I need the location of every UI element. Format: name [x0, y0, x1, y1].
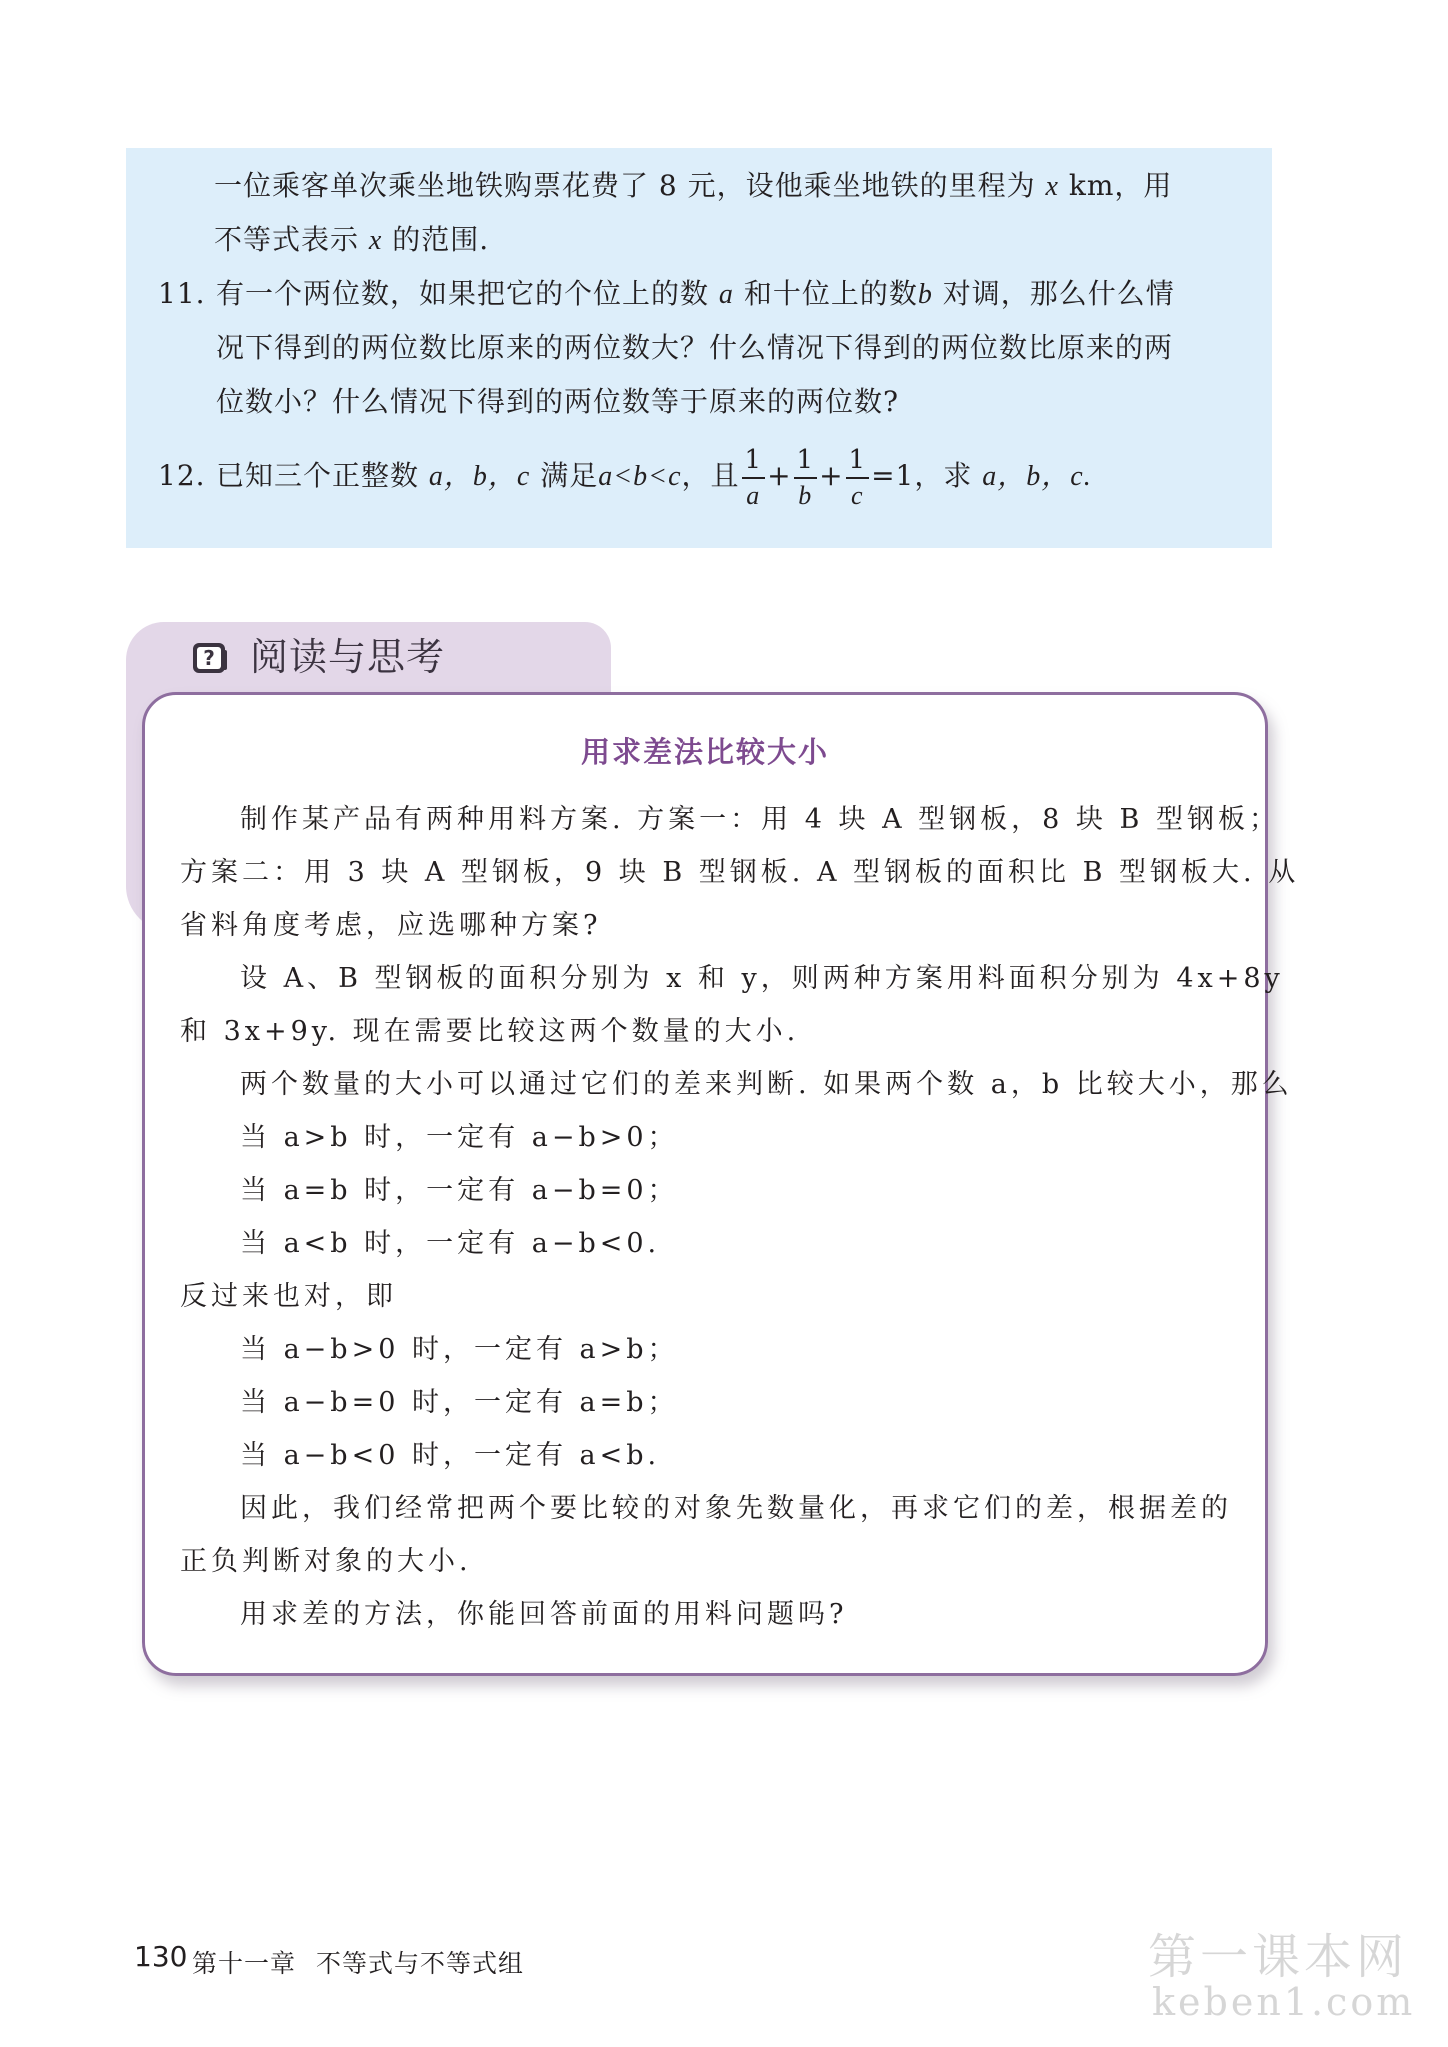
exercise-12	[158, 446, 1092, 509]
text: 有一个两位数，如果把它的个位上的数	[216, 277, 710, 310]
paragraph-2-line-1: 设 A、B 型钢板的面积分别为 x 和 y，则两种方案用料面积分别为 4x+8y	[240, 963, 1284, 994]
numerator: 1	[742, 447, 766, 479]
watermark-cn: 第一课本网	[1148, 1929, 1409, 1985]
paragraph-1-line-3: 省料角度考虑，应选哪种方案?	[180, 910, 602, 941]
text: 对调，那么什么情	[942, 277, 1175, 310]
text: 的范围.	[392, 223, 490, 256]
text: 满足	[540, 459, 599, 492]
page-number: 130	[134, 1940, 188, 1973]
inequality: a<b<c	[598, 461, 682, 492]
fraction-1-over-c	[846, 444, 870, 510]
exercise-10-line-2	[214, 220, 489, 261]
svg-text:?: ?	[203, 646, 215, 670]
text: km，用	[1068, 169, 1173, 202]
text: =1，求	[871, 459, 973, 492]
denominator: a	[746, 480, 761, 510]
text: 不等式表示	[214, 223, 360, 256]
paragraph-2-line-2: 和 3x+9y. 现在需要比较这两个数量的大小.	[180, 1016, 800, 1047]
watermark-url: keben1.com	[1152, 1980, 1416, 2024]
case-4: 当 a−b>0 时，一定有 a>b；	[240, 1334, 679, 1365]
denominator: c	[851, 480, 864, 510]
chapter-subject: 不等式与不等式组	[316, 1949, 525, 1978]
variable: x	[1045, 171, 1059, 202]
variables: a，b，c.	[982, 461, 1092, 492]
paragraph-1-line-1: 制作某产品有两种用料方案. 方案一：用 4 块 A 型钢板，8 块 B 型钢板；	[240, 804, 1280, 835]
text: 已知三个正整数	[216, 459, 420, 492]
variable: x	[368, 225, 383, 256]
paragraph-4-line-1: 因此，我们经常把两个要比较的对象先数量化，再求它们的差，根据差的	[240, 1493, 1232, 1524]
section-title: 阅读与思考	[250, 635, 446, 679]
variable: a	[718, 279, 734, 310]
text: 和十位上的数	[743, 277, 918, 310]
plus-sign: +	[819, 459, 844, 492]
denominator: b	[798, 480, 813, 510]
paragraph-5: 用求差的方法，你能回答前面的用料问题吗?	[240, 1599, 848, 1630]
case-2: 当 a=b 时，一定有 a−b=0；	[240, 1175, 679, 1206]
paragraph-3-line-1: 两个数量的大小可以通过它们的差来判断. 如果两个数 a，b 比较大小，那么	[240, 1069, 1293, 1100]
paragraph-4-line-2: 正负判断对象的大小.	[180, 1546, 472, 1577]
exercise-10-line-1	[214, 166, 1172, 207]
exercise-11-line-3: 位数小？什么情况下得到的两位数等于原来的两位数?	[216, 385, 900, 418]
fraction-1-over-a	[742, 444, 766, 510]
numerator: 1	[794, 447, 818, 479]
case-5: 当 a−b=0 时，一定有 a=b；	[240, 1387, 679, 1418]
article-title: 用求差法比较大小	[580, 735, 829, 769]
text: ，且	[681, 459, 740, 492]
question-book-icon	[190, 640, 230, 678]
chapter-label: 第十一章	[192, 1949, 297, 1978]
variables: a，b，c	[428, 461, 531, 492]
exercise-number: 11.	[158, 277, 206, 310]
exercise-11-line-2: 况下得到的两位数比原来的两位数大？什么情况下得到的两位数比原来的两	[216, 331, 1174, 364]
converse-statement: 反过来也对，即	[180, 1281, 397, 1312]
plus-sign: +	[767, 459, 792, 492]
numerator: 1	[846, 447, 870, 479]
exercise-11-line-1	[158, 274, 1175, 315]
case-1: 当 a>b 时，一定有 a−b>0；	[240, 1122, 679, 1153]
case-3: 当 a<b 时，一定有 a−b<0.	[240, 1228, 661, 1259]
paragraph-1-line-2: 方案二：用 3 块 A 型钢板，9 块 B 型钢板. A 型钢板的面积比 B 型钢板大. 从	[180, 857, 1300, 888]
case-6: 当 a−b<0 时，一定有 a<b.	[240, 1440, 661, 1471]
text: 一位乘客单次乘坐地铁购票花费了 8 元，设他乘坐地铁的里程为	[214, 169, 1036, 202]
exercise-number: 12.	[158, 459, 206, 492]
variable: b	[917, 279, 933, 310]
fraction-1-over-b	[794, 444, 818, 510]
